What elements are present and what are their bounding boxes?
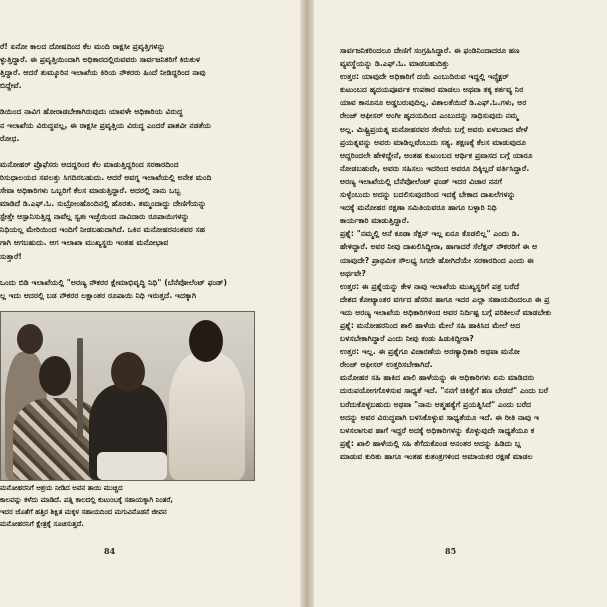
text-line: ಡಿಯಿಂದ ನಾವಿಗ ಹೋರಾಡಬೇಕಾಗಿರುವುದು ಯಾವಳೇ ಅಧಿಕಾರಿಯ ವಿರುದ್ಧ (0, 107, 183, 117)
text-line: ವ್ಯವಸ್ಥೆಯನ್ನು ಡಿ.ಎಫ್.ಓ. ಮಾಡಬಹುದಿತ್ತು (340, 59, 450, 69)
right-page (314, 0, 607, 607)
text-line: ನ ಇಲಾಖೆಯ ವಿರುದ್ಧವಲ್ಲ, ಈ ರಾಕ್ಷಸೀ ಪ್ರವೃತ್ತಿಯ ವಿರುದ್ಧ ಎಂದರೆ ಪಾಶವೀ ನಡತೆಯ (0, 120, 212, 130)
text-line: ಮನೋಹರ್ ಪ್ರೊಫೆಸರು ಆದದ್ದರಿಂದ ಕೆಲ ಮಾಡುತ್ತಿದ್ದರಿಂದ ಸರಕಾರದಿಂದ (0, 159, 179, 169)
text-line (0, 92, 292, 105)
text-line: ಬಳಸಬೇಕಾಗಿದ್ದಾರೆ ಎಂದು ನೀವು ಕಂಡು ಹಿಡುಕಿದ್ದೀರಾ? (340, 334, 474, 344)
text-line: ಮಾಡುವ ಕುರಿತು ಹಾಗೂ ಇಂತಹ ಕುತಂತ್ರಗಳಿಂದ ಅಮಾಯಕರ ರಕ್ಷಣೆ ಮಾಡಲ (340, 451, 533, 461)
text-line: ಇದಕ್ಕೆ ಮನೋಹರ ರಕ್ಷಣಾ ಸಮಿತಿಯವರೂ ಹಾಗೂ ಬಳ್ಳಾರಿ ನಿಧಿ (340, 203, 497, 213)
text-line: ಒಂದು ಬಿಡಿ ಇಲಾಖೆಯಲ್ಲಿ "ಅರಣ್ಯ ನೌಕರರ ಕ್ಷೇಮಾಭಿವೃದ್ಧಿ ನಿಧಿ" (ಬೆನೆವೋಲೆಂಟ್ ಫಂಡ್) (0, 277, 228, 287)
text-line: ಉತ್ತರ: ಈ ಪ್ರಶ್ನೆಯನ್ನು ಕೇಳ ನಾವು ಇಲಾಖೆಯ ಮುಖ್ಯಸ್ಥರಿಗೆ ಪತ್ರ ಬರೆದೆ (340, 281, 520, 291)
text-line: ಯಾವುದೇ? ಪ್ರಾಥಮಿಕ ಸೌಲಭ್ಯ ಸಿಗದೇ ಹೋಗಿದೆಯೇ ಸರಕಾರದಿಂದ ಎಂದು ಈ (340, 255, 534, 265)
text-line: ಉತ್ತರ: ಇಲ್ಲ. ಈ ಪ್ರಶ್ನೆಗೂ ವಿಚಾರಣೆಯ ಅರಣ್ಯಾಧಿಕಾರಿ ಅಥವಾ ಮನೋ (340, 347, 520, 357)
text-line: ಅದನ್ನು ಅವರ ವಿರುದ್ಧವಾಗಿ ಬಳಸಿಕೊಳ್ಳುವ ಸಾಧ್ಯತೆಯೂ ಇದೆ. ಈ ರೀತಿ ನಾವು ಇ (340, 412, 540, 422)
text-line: ಸುತ್ತಾರೆ! (0, 251, 22, 261)
text-line: ರಿಸುಧಾಲಯದ ಸವಲತ್ತು ಸಿಗದಿರಬಹುದು. ಆದರೆ ಅವಗ್ನ ಇಲಾಖೆಯಲ್ಲಿ ಅನೇಕ ಮಂದಿ (0, 172, 212, 182)
text-line: ಬಳಸಲಾಗುವ ಹಾಗೆ ಇದ್ದರೆ ಅದಕ್ಕೆ ಅಧಿಕಾರಿಗಳನ್ನು ಕೊಳ್ಳುವುದೇ ಸಾಧ್ಯತೆಯೂ ಕ (340, 425, 535, 435)
page-number-left: 84 (104, 546, 116, 556)
text-line: ಆದ್ದರಿಂದಲೇ ಹೇಳಿದ್ದೇನೆ, ಅಂತಹ ಕುಟುಂಬದ ಆರ್ಥಿಕ ಪ್ರವಾಸದ ಬಗ್ಗೆ ಯಾರೂ (340, 150, 533, 160)
text-line: ಅರ್ಥವೇ? (340, 268, 367, 278)
text-line: ರೇಂಜ್ ಆಫೀಸರ್ ಉತ್ತರಿಸಬೇಕಾಗಿದೆ. (340, 360, 433, 370)
text-line: ಇದು ಅರಣ್ಯ ಇಲಾಖೆಯ ಅಧಿಕಾರಿಗಳಿಂದ ಅವರ ನಿರ್ದಿಷ್ಟ ಬಗ್ಗೆ ಪರಿಶೀಲನೆ ಮಾಡಬೇಕು (340, 307, 552, 317)
photo-blanket (97, 452, 167, 480)
text-line: ಉತ್ತರ: ಯಾವುದೇ ಅಧಿಕಾರಿಗೆ ದಯೆ ಎಂಬುದಿರುವ ಇದ್ದಲ್ಲಿ ಇನ್ಸ್ಪೆಕ್ಟರ್ (340, 72, 509, 82)
text-line: ಬರೆದುಕೊಳ್ಳಬಹುದು ಅಥವಾ "ನಾನು ಆತ್ಮಹತ್ಯೆಗೆ ಪ್ರಯತ್ನಿಸಿದೆ" ಎಂದು ಬರೆದ (340, 399, 532, 409)
text-line: ಗಾಗಿ ಆಗಬಹುದು. ಆಗ ಇಲಾಖಾ ಮುಖ್ಯಸ್ಥರು ಇಂತಹ ಮನೋಭಾವ (0, 238, 169, 248)
caption-line: ಮನೋಹರನಿಗೆ ಆಶ್ರಯ ನೀಡಿದ ಅವನ ತಾಯಿ ಮುಚ್ಚಿದ (0, 484, 123, 492)
photo-head-boy (39, 356, 71, 396)
text-line: ರೆ! ಏನೋ ಕಾಲದ ದೋಷದಿಂದ ಕೆಲ ಮಂದಿ ರಾಕ್ಷಸೀ ಪ್ರವೃತ್ತಿಗಳನ್ನು (0, 42, 166, 51)
right-page-text (340, 44, 607, 463)
text-line: ಸ್ಟೇತ್ತೇ ಆಸ್ಪಾನಿಸುತ್ತಿದ್ದ ನಾವೆಲ್ಲ ಸ್ವತಃ ಇಚ್ಛೆಯಿಂದ ನಾವಿದಾರು ರೂಪಾಯಿಗಳನ್ನು (0, 212, 190, 222)
text-line (0, 145, 292, 158)
text-line: ಯಾವ ಕಾನೂನೂ ಅಡ್ಡಬರುವುದಿಲ್ಲ. ವಿಶಾಲತೆಯಿದೆ ಡಿ.ಎಫ್.ಓ.ಗಳು, ಅರ (340, 98, 527, 108)
caption-line: ಕಾಲವನ್ನು ಕಳೆದು ಮಾಡಿದೆ. ಪತ್ನಿ ಕಾಲದಲ್ಲಿ ಕುಟುಂಬಕ್ಕೆ ಸಹಾಯಕ್ಕಾಗಿ ನಿಂತರೆ, (0, 496, 173, 504)
text-line: ನೋಡಬಹುದೇ, ಅವರು ಸಹಿಸಲು ಇದರಿಂದ ಅವರೂ ದಿಕ್ಕಿಲ್ಲದೆ ವರ್ತಿಸಿದ್ದಾರೆ. (340, 163, 530, 173)
text-line: ಪ್ರಶ್ನೆ: ಮನೋಹರನಿಂದ ಶಾಲಿ ಹಾಳೆಯ ಮೇಲೆ ಸಹಿ ಹಾಕಿಸಿದ ಮೇಲೆ ಅದ (340, 320, 521, 330)
text-line: ಸಾರ್ವಜನಿಕರಿಂದಲೂ ದೇಣಿಗೆ ಸಂಗ್ರಹಿಸಿದ್ದಾರೆ. ಈ ಫಂಡಿನಿಂದಾದರೂ ಹಣ (340, 46, 520, 55)
text-line: ಲ್ಲ ಇದು ಆದರಲ್ಲಿ ಬಡ ನೌಕರರ ಲಕ್ಷಾಂತರ ರೂಪಾಯಿ ನಿಧಿ ಇರುತ್ತದೆ. ಇದಕ್ಕಾಗಿ (0, 290, 197, 300)
text-line: ಸುಳ್ಳೆಂಬುದು ಅದನ್ನು ಬದಲಿಸುವುದರಿಂದ ಇದಕ್ಕೆ ಬೇಕಾದ ದಾಖಲೆಗಳನ್ನು (340, 190, 516, 200)
text-line: ಕುಟುಂಬದ ಹೃದಯಪೂರ್ವಕ ಉಪಕಾರ ಮಾಡಲು ಅಥವಾ ತಕ್ಕ ಕರ್ತವ್ಯ ನಿರ (340, 85, 524, 95)
text-line: ಪ್ರಶ್ನೆ: "ನಮ್ಮಲ್ಲಿ ಅನೆ ಕೂಡಾ ಸೆಕ್ಷನ್ ಇಲ್ಲ ಏನೂ ಕೊಡಲಿಲ್ಲ" ಎಂದು ಡಿ. (340, 229, 520, 239)
text-line: ರೋಧ. (0, 133, 20, 143)
text-line: ಳ್ಳುತ್ತಿದ್ದಾರೆ. ಈ ಪ್ರವೃತ್ತಿಯಿಂದಾಗಿ ಅಧಿಕಾರದಲ್ಲಿರುವವರು ಸಾರ್ವಜನಿಕರಿಗೆ ಕಿರುಕುಳ (0, 55, 201, 65)
text-line: ಬಿದ್ದೇವೆ. (0, 81, 22, 91)
text-line: ದುರುಪಯೋಗಗೊಳಿಸುವ ಸಾಧ್ಯತೆ ಇದೆ. "ನನಗೆ ಚಿಕಿತ್ಸೆಗೆ ಹಣ ಬೇಡದೆ" ಎಂದು ಬರೆ (340, 386, 549, 396)
text-line: ಸೇವಾ ಅಧಿಕಾರಿಗಳು ಒಬ್ಬರಿಗೆ ಕೆಲಸ ಮಾಡುತ್ತಿದ್ದಾರೆ. ಆದರಲ್ಲಿ ನಾನು ಒಬ್ಬ (0, 186, 181, 196)
caption-line: ಮನೋಹರನಿಗೆ ಕ್ಷೇತ್ರಕ್ಕೆ ಸೂಚಿಸುತ್ತದೆ. (0, 520, 84, 528)
photo-person-woman (169, 352, 245, 480)
photo-crutch (77, 338, 83, 438)
text-line: ರೇಂಜ್ ಆಫೀಸರ್ ಅಂಗೀ ಹೃದಯದಿಂದ ಎಂಬುದನ್ನು ಸಾಧಿಸುವುದು ನಮ್ಮ (340, 111, 519, 121)
text-line: ಮನೋಹರ ಸಹಿ ಹಾಕಿದ ಖಾಲಿ ಹಾಳೆಯನ್ನು ಈ ಅಧಿಕಾರಿಗಳು ಏನು ಮಾಡಿದರು (340, 373, 535, 383)
text-line: ದೇಶದ ಕೋಟ್ಯಾಂತರ ವರ್ಗದ ಹೆಸರಿನ ಹಾಗೂ ಇದರ ಎಲ್ಲಾ ಸಹಾಯದಿಂದಲೂ ಈ ಪ್ರ (340, 294, 550, 304)
left-page (0, 0, 300, 607)
text-line (0, 263, 292, 276)
text-line: ಪ್ರಶ್ನೆ: ಖಾಲಿ ಹಾಳೆಯಲ್ಲಿ ಸಹಿ ತೆಗೆದುಕೊಂಡ ಅನಂತರ ಅದನ್ನು ಹಿಡಿದು ಬ್ಲ (340, 438, 522, 448)
photo-head-woman (189, 320, 223, 362)
family-photo (0, 311, 255, 481)
photo-head-man (111, 352, 145, 392)
caption-line: ಇದರ ಜೊತೆಗೆ ಹತ್ತಿರ ಶಿಕ್ಷಿತ ಮಕ್ಕಳ ಸಹಾಯದಿಂದ ಮಗುವಿನೊಡನೆ ಜೀವನ (0, 508, 167, 516)
photo-head-elderly-woman (17, 324, 43, 354)
text-line: ಕಾರ್ಯಕಾರಿ ಮಾಡುತ್ತಿದ್ದಾರೆ. (340, 216, 410, 226)
text-line: ತ್ತಿದ್ದಾರೆ. ಆದರೆ ತುಮ್ಕೂರಿನ ಇಲಾಖೆಯ ಕಿರಿಯ ನೌಕರರು ಹಿಂದೆ ನೀಡಿದ್ದರಿಂದ ನಾವು (0, 68, 206, 78)
text-line: ಹೇಳಿದ್ದಾರೆ. ಅವರ ನೀವು ದಾಖಲಿಸಿದ್ದೀರಾ, ಹಾಗಾದರೆ ಸೆಲೆಕ್ಷನ್ ನೌಕರರಿಗೆ ಈ ಆ (340, 242, 538, 252)
text-line: ಮಾಡಿದೆ ಡಿ.ಎಫ್.ಓ. ಸುಬ್ರೋಂಹೊಂದಿನಲ್ಲಿ ಹೊರತು. ತಮ್ಮಂದಾದ್ದು ದೇಣಿಗೆಯನ್ನು (0, 199, 207, 209)
text-line: ಪ್ರಯತ್ನವನ್ನು ಅವರು ಮಾಡಿಲ್ಲವೆಂಬುದು ಸತ್ಯ. ತಕ್ಷಣಕ್ಕೆ ಕೆಲಸ ಮಾಡುವುದೂ (340, 137, 526, 147)
photo-caption (0, 482, 252, 530)
left-page-text (0, 40, 292, 302)
text-line: ಅರಣ್ಯ ಇಲಾಖೆಯಲ್ಲಿ ಬೆನೆವೋಲೆಂಟ್ ಫಂಡ್ ಇದರ ವಿಚಾರ ನನಗೆ (340, 176, 503, 186)
book-gutter (300, 0, 314, 607)
text-line: ನಿಧಿಯಲ್ಲ ಮೇರಿಯಿಂದ ಇಂದಿಗೆ ನೀಡಬಹುದಾಗಿದೆ. ಒಕಿನ ಮನೋಹರನಂತವರ ಸಹ (0, 225, 206, 235)
text-line: ಅಲ್ಲ. ಮಿಷ್ಟ್ರಿಪ್ರಯತ್ನ ಮನೋಹರವರ ಸೇವೆಯ ಬಗ್ಗೆ ಅವರು ಏಳಬರಾದ ವೇಳೆ (340, 124, 528, 134)
page-number-right: 85 (445, 546, 457, 556)
